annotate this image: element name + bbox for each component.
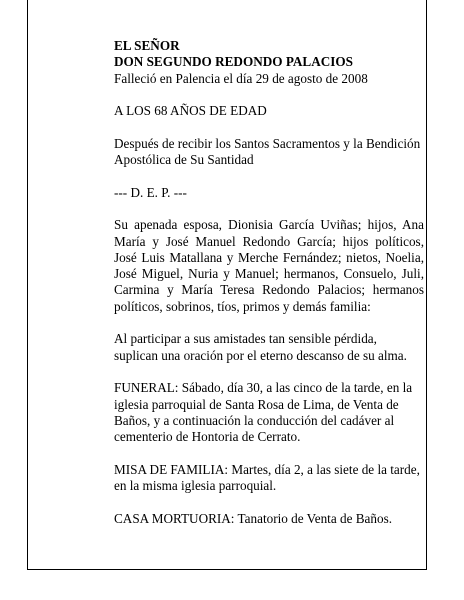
funeral-home-line: CASA MORTUORIA: Tanatorio de Venta de Baños. bbox=[114, 510, 393, 526]
obituary-content bbox=[114, 38, 424, 543]
death-date-line: Falleció en Palencia el día 29 de agosto de 2008 bbox=[114, 70, 368, 86]
obituary-header bbox=[114, 38, 424, 87]
sacraments-paragraph: Después de recibir los Santos Sacramentos y la Bendición Apostólica de Su Santidad bbox=[114, 135, 421, 168]
prayer-request-paragraph: Al participar a sus amistades tan sensible pérdida, suplican una oración por el eterno descanso de su alma. bbox=[114, 331, 407, 363]
deceased-title: EL SEÑOR bbox=[114, 38, 180, 53]
funeral-paragraph: FUNERAL: Sábado, día 30, a las cinco de la tarde, en la iglesia parroquial de Santa Rosa de Lima, de Venta de Baños, y a continuación la conducción del cadáver al cementerio de Hontoria de Cerrato. bbox=[114, 380, 413, 445]
family-mass-paragraph: MISA DE FAMILIA: Martes, día 2, a las siete de la tarde, en la misma iglesia parroquial. bbox=[114, 461, 420, 494]
rip-line: --- D. E. P. --- bbox=[114, 184, 187, 200]
age-line: A LOS 68 AÑOS DE EDAD bbox=[114, 103, 267, 119]
family-paragraph: Su apenada esposa, Dionisia García Uviñas; hijos, Ana María y José Manuel Redondo García; hijos políticos, José Luis Matallana y Merche Fernández; nietos, Noelia, José Miguel, Nuria y Manuel; hermanos, Consuelo, Juli, Carmina y María Teresa Redondo Palacios; hermanos políticos, sobrinos, tíos, primos y demás familia: bbox=[114, 217, 424, 314]
deceased-name: DON SEGUNDO REDONDO PALACIOS bbox=[114, 54, 353, 70]
